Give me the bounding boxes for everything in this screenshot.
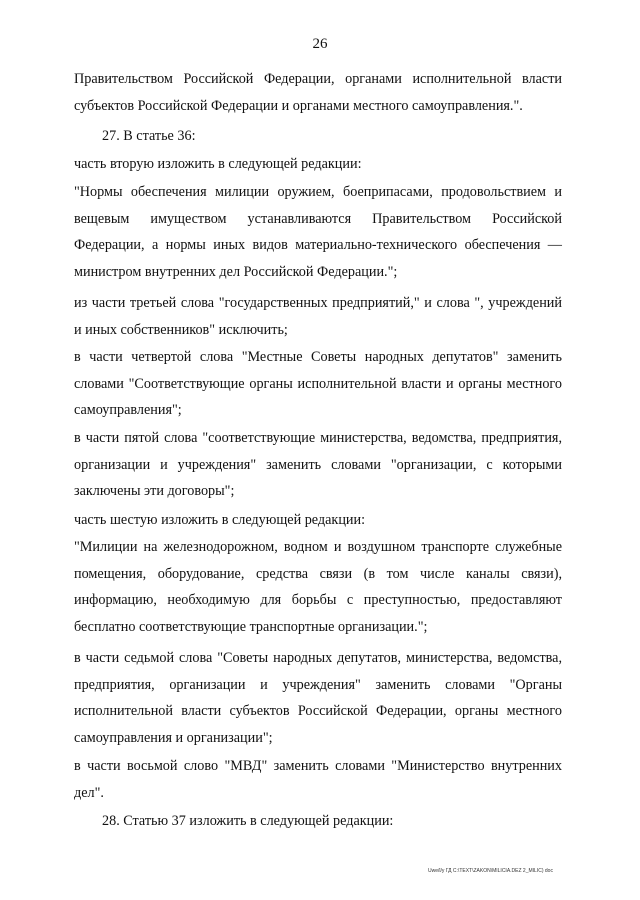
paragraph-quote-norms-text: "Нормы обеспечения милиции оружием, боеприпасами, продовольствием и вещевым имуществом устанавливаются Правительством Российской Федерации, а нормы иных видов материально-технического обеспечения — министром внутренних дел Российской Федерации."; — [74, 184, 562, 280]
paragraph-item-27: 27. В статье 36: — [102, 128, 196, 144]
paragraph-part-six: часть шестую изложить в следующей редакции: — [74, 512, 366, 528]
paragraph-part-five: в части пятой слова "соответствующие министерства, ведомства, предприятия, организации и учреждения" заменить словами "организации, с которыми заключены эти договоры"; — [74, 430, 562, 499]
paragraph-part-seven: в части седьмой слова "Советы народных депутатов, министерства, ведомства, предприятия, организации и учреждения" заменить словами "Органы исполнительной власти субъектов Российской Федерации, органы местного самоуправления и организации"; — [74, 650, 562, 746]
footer-file-path: Uwe/l/y ГД C:\TEXT\ZAKON\MILICIA.DEZ 2_MILIC) doc — [428, 868, 553, 874]
paragraph-part-four: в части четвертой слова "Местные Советы народных депутатов" заменить словами "Соответствующие органы исполнительной власти и органы местного самоуправления"; — [74, 349, 562, 418]
paragraph-quote-transport: "Милиции на железнодорожном, водном и воздушном транспорте служебные помещения, оборудование, средства связи (в том числе каналы связи), информацию, необходимую для борьбы с преступностью, предоставляют бесплатно соответствующие транспортные организации."; — [74, 539, 562, 635]
paragraph-item-28: 28. Статью 37 изложить в следующей редакции: — [102, 813, 394, 829]
paragraph-quote-norms — [74, 179, 562, 285]
paragraph-part-three: из части третьей слова "государственных предприятий," и слова ", учреждений и иных собственников" исключить; — [74, 295, 562, 338]
paragraph-continuation: Правительством Российской Федерации, органами исполнительной власти субъектов Российской Федерации и органами местного самоуправления.". — [74, 71, 562, 114]
paragraph-part-two: часть вторую изложить в следующей редакции: — [74, 156, 362, 172]
page-number: 26 — [312, 36, 328, 52]
paragraph-part-eight: в части восьмой слово "МВД" заменить словами "Министерство внутренних дел". — [74, 758, 562, 801]
